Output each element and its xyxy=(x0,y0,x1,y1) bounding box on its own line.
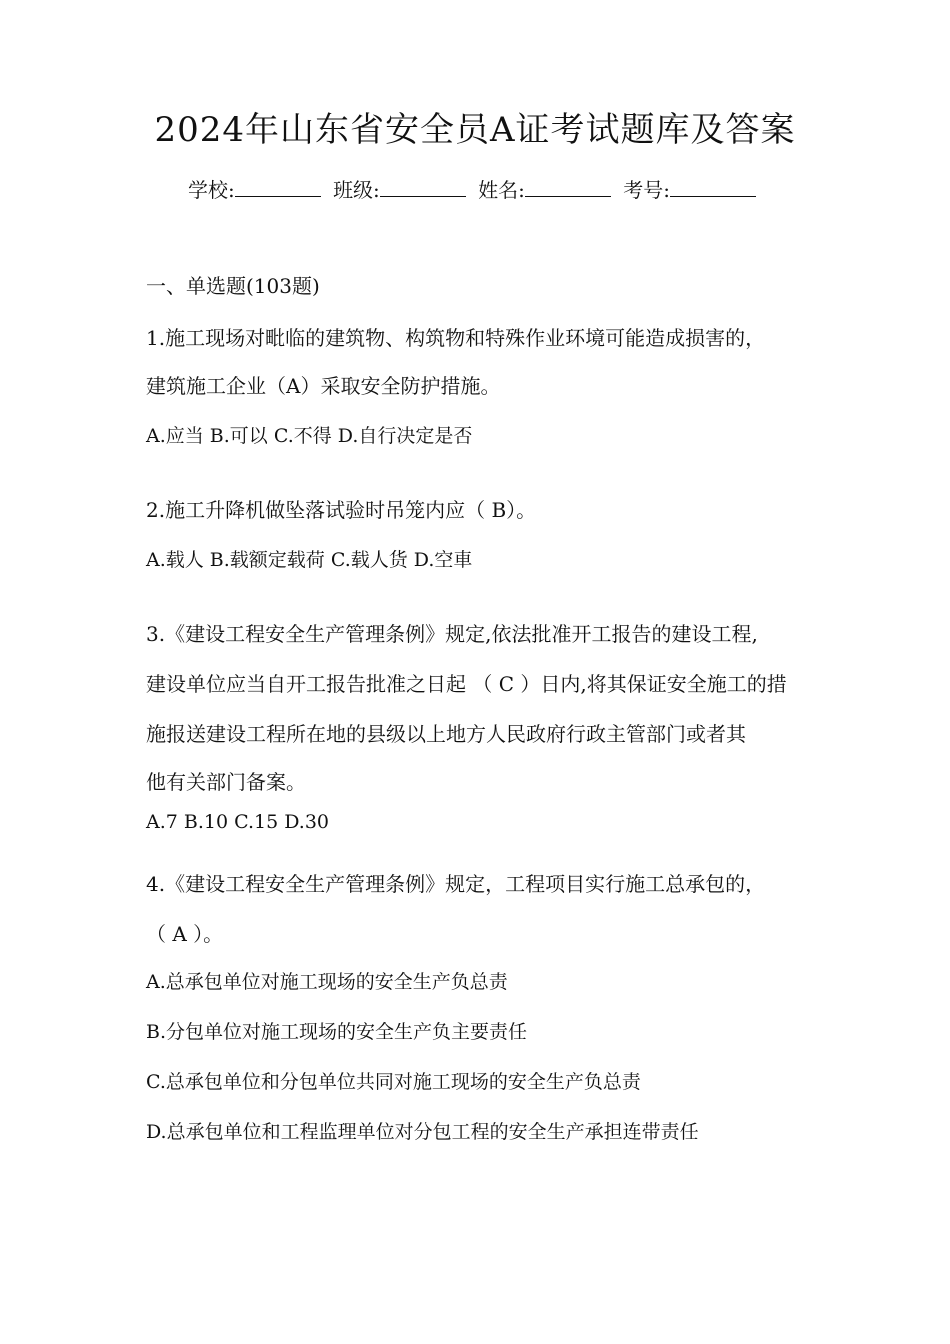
class-blank xyxy=(380,178,466,197)
question-3-stem-line-4: 他有关部门备案。 xyxy=(146,770,306,794)
question-4-option-b: B.分包单位对施工现场的安全生产负主要责任 xyxy=(146,1021,528,1043)
question-1-options: A.应当 B.可以 C.不得 D.自行决定是否 xyxy=(146,425,473,447)
question-3-stem-line-2: 建设单位应当自开工报告批准之日起 （ C ）日内,将其保证安全施工的措 xyxy=(146,672,787,696)
question-1-stem-line-2: 建筑施工企业（A）采取安全防护措施。 xyxy=(146,374,501,398)
question-4-option-d: D.总承包单位和工程监理单位对分包工程的安全生产承担连带责任 xyxy=(146,1121,699,1143)
name-label: 姓名: xyxy=(478,178,525,202)
question-4-option-a: A.总承包单位对施工现场的安全生产负总责 xyxy=(146,971,508,993)
question-1-stem-line-1: 1.施工现场对毗临的建筑物、构筑物和特殊作业环境可能造成损害的， xyxy=(146,326,766,350)
question-4-stem-line-1: 4.《建设工程安全生产管理条例》规定，工程项目实行施工总承包的， xyxy=(146,872,766,896)
question-2-stem-line-1: 2.施工升降机做坠落试验时吊笼内应（ B）。 xyxy=(146,498,537,522)
school-label: 学校: xyxy=(187,178,235,202)
question-2-options: A.载人 B.载额定载荷 C.载人货 D.空車 xyxy=(146,549,473,571)
question-3-stem-line-3: 施报送建设工程所在地的县级以上地方人民政府行政主管部门或者其 xyxy=(146,722,746,746)
question-3-stem-line-1: 3.《建设工程安全生产管理条例》规定,依法批准开工报告的建设工程, xyxy=(146,622,758,646)
section-heading: 一、单选题(103题) xyxy=(146,274,320,298)
question-4-stem-line-2: （ A ）。 xyxy=(146,922,224,946)
exam-number-label: 考号: xyxy=(623,178,671,202)
exam-number-blank xyxy=(670,178,756,197)
student-info-line xyxy=(0,174,950,203)
school-blank xyxy=(235,178,321,197)
document-title: 2024年山东省安全员A证考试题库及答案 xyxy=(154,110,796,150)
name-blank xyxy=(525,178,611,197)
question-4-option-c: C.总承包单位和分包单位共同对施工现场的安全生产负总责 xyxy=(146,1071,641,1093)
question-3-options: A.7 B.10 C.15 D.30 xyxy=(146,811,329,833)
class-label: 班级: xyxy=(333,178,380,202)
